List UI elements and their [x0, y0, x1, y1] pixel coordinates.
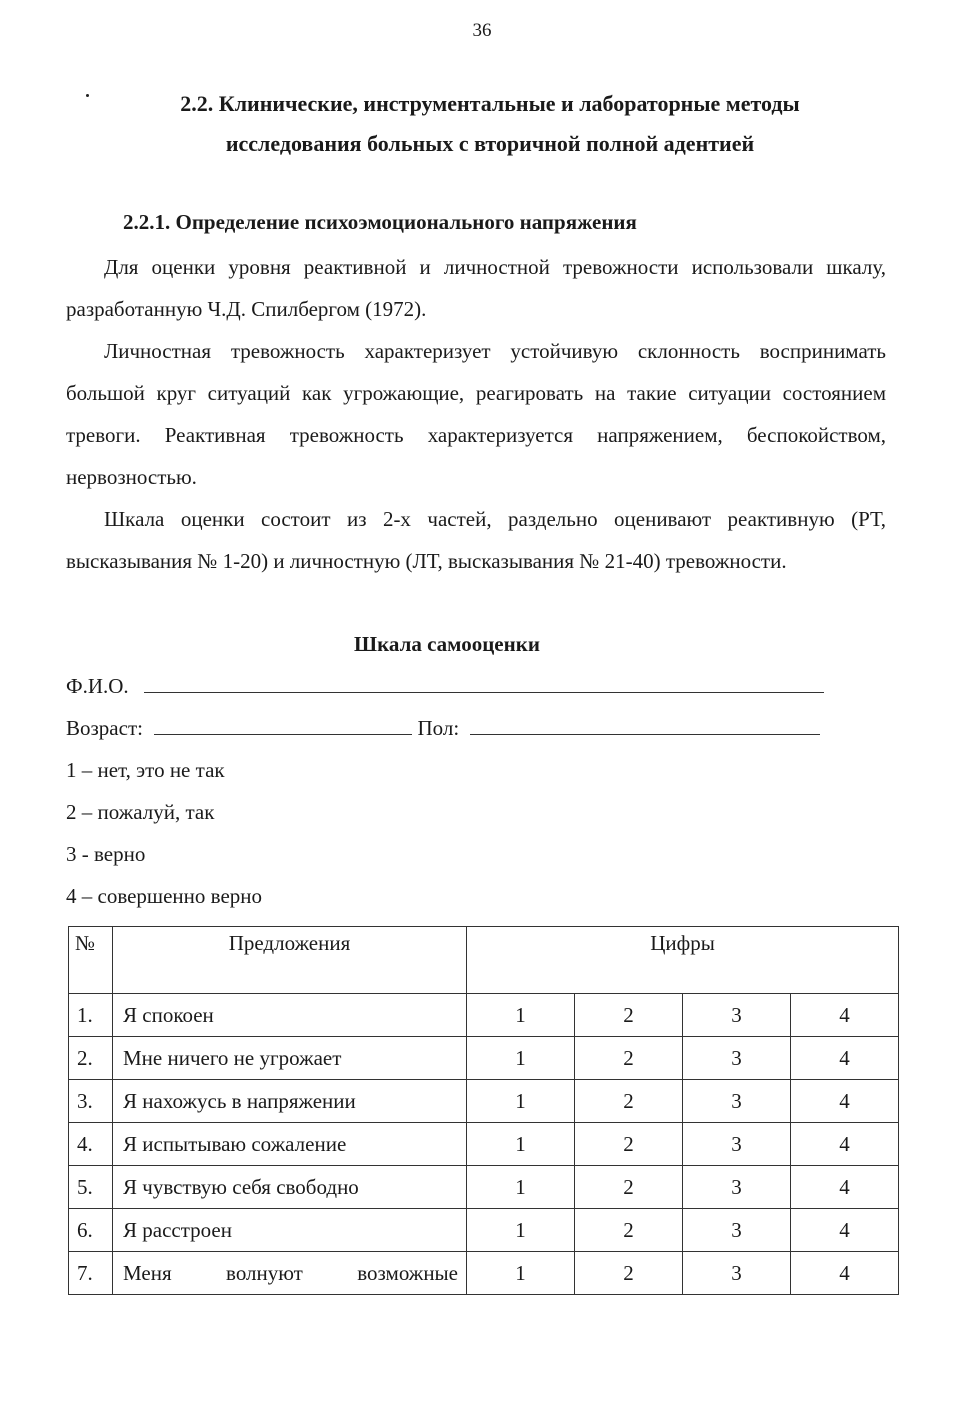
score-option-3[interactable]: 3: [683, 1080, 791, 1123]
score-option-1[interactable]: 1: [467, 1123, 575, 1166]
section-title-line-2: исследования больных с вторичной полной адентией: [225, 131, 755, 156]
row-statement: Я спокоен: [113, 994, 467, 1037]
self-assessment-table: [68, 926, 899, 1295]
score-option-3[interactable]: 3: [683, 1037, 791, 1080]
sex-blank-line[interactable]: [470, 733, 820, 735]
bullet-dot: [86, 94, 89, 97]
score-option-4[interactable]: 4: [791, 1252, 899, 1295]
score-option-2[interactable]: 2: [575, 1209, 683, 1252]
score-option-3[interactable]: 3: [683, 1209, 791, 1252]
paragraph-method: [66, 246, 886, 330]
score-option-1[interactable]: 1: [467, 1252, 575, 1295]
row-statement: Меня волнуют возможные: [113, 1252, 467, 1295]
table-row: [69, 1080, 899, 1123]
score-option-3[interactable]: 3: [683, 1123, 791, 1166]
header-digits: Цифры: [467, 927, 899, 994]
table-header-row: [69, 927, 899, 994]
legend-item-1: 1 – нет, это не так: [66, 758, 225, 782]
table-row: [69, 994, 899, 1037]
row-number: 3.: [69, 1080, 113, 1123]
legend-item-2: 2 – пожалуй, так: [66, 800, 215, 824]
fio-label: Ф.И.О.: [66, 674, 129, 698]
table-row: [69, 1209, 899, 1252]
sex-label: Пол:: [417, 716, 460, 740]
score-option-2[interactable]: 2: [575, 994, 683, 1037]
row-number: 5.: [69, 1166, 113, 1209]
score-option-4[interactable]: 4: [791, 1080, 899, 1123]
age-label: Возраст:: [66, 716, 143, 740]
age-sex-row: [66, 716, 820, 741]
row-number: 6.: [69, 1209, 113, 1252]
paragraph-method-text: Для оценки уровня реактивной и личностной тревожности использовали шкалу, разработанную Ч.Д. Спилбергом (1972).: [66, 255, 886, 321]
score-option-2[interactable]: 2: [575, 1166, 683, 1209]
subsection-title: 2.2.1. Определение психоэмоционального напряжения: [123, 210, 637, 234]
score-option-1[interactable]: 1: [467, 1166, 575, 1209]
page-number: 36: [472, 20, 492, 41]
legend-item-4: 4 – совершенно верно: [66, 884, 263, 908]
section-title-line-1: 2.2. Клинические, инструментальные и лабораторные методы: [180, 91, 800, 116]
row-statement: Мне ничего не угрожает: [113, 1037, 467, 1080]
row-number: 4.: [69, 1123, 113, 1166]
score-option-4[interactable]: 4: [791, 1166, 899, 1209]
table-row: [69, 1166, 899, 1209]
paragraph-personal-anxiety: [66, 330, 886, 498]
header-sentences: Предложения: [113, 927, 467, 994]
score-option-1[interactable]: 1: [467, 1080, 575, 1123]
row-number: 1.: [69, 994, 113, 1037]
score-option-2[interactable]: 2: [575, 1252, 683, 1295]
table-row: [69, 1252, 899, 1295]
score-option-4[interactable]: 4: [791, 1037, 899, 1080]
score-option-1[interactable]: 1: [467, 1209, 575, 1252]
row-number: 7.: [69, 1252, 113, 1295]
score-option-2[interactable]: 2: [575, 1123, 683, 1166]
row-statement: Я нахожусь в напряжении: [113, 1080, 467, 1123]
row-statement: Я чувствую себя свободно: [113, 1166, 467, 1209]
header-number: №: [69, 927, 113, 994]
row-statement: Я испытываю сожаление: [113, 1123, 467, 1166]
score-option-3[interactable]: 3: [683, 1166, 791, 1209]
table-row: [69, 1037, 899, 1080]
table-row: [69, 1123, 899, 1166]
score-option-3[interactable]: 3: [683, 1252, 791, 1295]
score-option-2[interactable]: 2: [575, 1080, 683, 1123]
score-option-2[interactable]: 2: [575, 1037, 683, 1080]
fio-row: [66, 674, 824, 699]
score-option-4[interactable]: 4: [791, 1209, 899, 1252]
score-option-4[interactable]: 4: [791, 1123, 899, 1166]
age-blank-line[interactable]: [154, 733, 412, 735]
fio-blank-line[interactable]: [144, 691, 824, 693]
score-option-1[interactable]: 1: [467, 994, 575, 1037]
score-option-1[interactable]: 1: [467, 1037, 575, 1080]
paragraph-scale-parts: [66, 498, 886, 582]
score-option-3[interactable]: 3: [683, 994, 791, 1037]
score-option-4[interactable]: 4: [791, 994, 899, 1037]
paragraph-personal-anxiety-text: Личностная тревожность характеризует устойчивую склонность воспринимать большой круг ситуаций как угрожающие, реагировать на такие ситуации состоянием тревоги. Реактивная тревожность характеризуется напряжением, беспокойством, нервозностью.: [66, 339, 886, 489]
paragraph-scale-parts-text: Шкала оценки состоит из 2-х частей, раздельно оценивают реактивную (РТ, высказывания № 1-20) и личностную (ЛТ, высказывания № 21-40) тревожности.: [66, 507, 886, 573]
row-statement: Я расстроен: [113, 1209, 467, 1252]
scale-title: Шкала самооценки: [354, 632, 540, 656]
section-title: [90, 84, 890, 164]
legend-item-3: 3 - верно: [66, 842, 146, 866]
row-number: 2.: [69, 1037, 113, 1080]
